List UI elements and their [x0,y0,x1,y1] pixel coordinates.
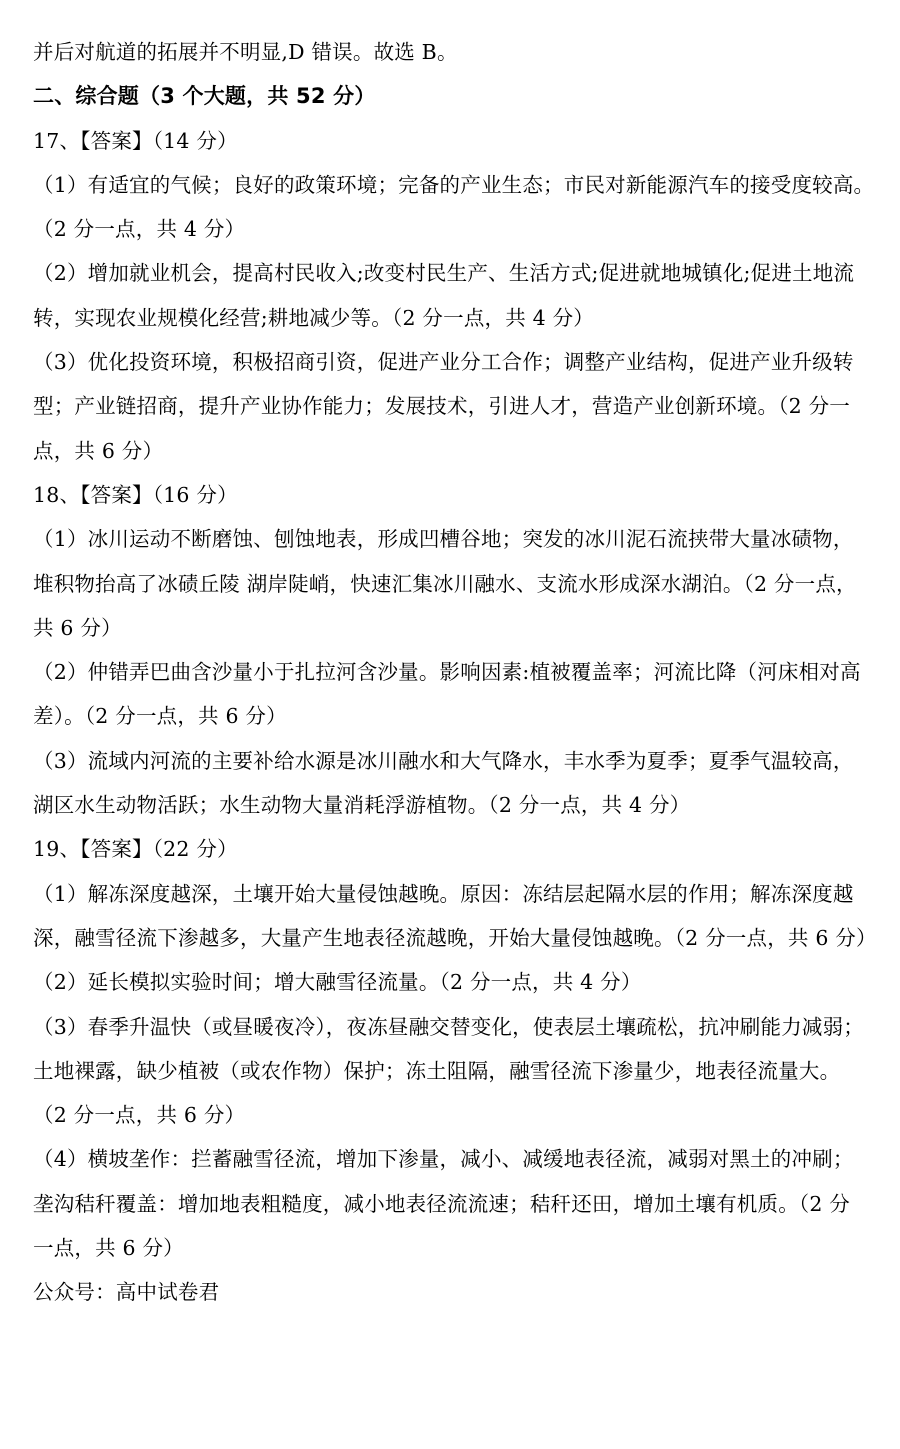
question-19-header: 19、【答案】（22 分） [33,837,238,862]
text-line: 垄沟秸秆覆盖：增加地表粗糙度，减小地表径流流速；秸秆还田，增加土壤有机质。（2 分 [33,1191,851,1216]
text-line: 共 6 分） [33,615,122,640]
question-17-header: 17、【答案】（14 分） [33,128,238,153]
text-line: （1）有适宜的气候；良好的政策环境；完备的产业生态；市民对新能源汽车的接受度较高。 [33,172,875,197]
section-title: 二、综合题（3 个大题，共 52 分） [33,84,376,109]
text-line: （2 分一点，共 6 分） [33,1103,246,1128]
text-line: （2 分一点，共 4 分） [33,217,246,242]
text-line: 转，实现农业规模化经营;耕地减少等。（2 分一点，共 4 分） [33,305,594,330]
text-line: （3）优化投资环境，积极招商引资，促进产业分工合作；调整产业结构，促进产业升级转 [33,350,854,375]
footer-source-note: 公众号：高中试卷君 [33,1280,220,1305]
text-line: 一点，共 6 分） [33,1236,184,1261]
text-line: 型；产业链招商，提升产业协作能力；发展技术，引进人才，营造产业创新环境。（2 分一 [33,394,851,419]
text-line: 差）。（2 分一点，共 6 分） [33,704,287,729]
text-line: （4）横坡垄作：拦蓄融雪径流，增加下渗量，减小、减缓地表径流，减弱对黑土的冲刷； [33,1147,854,1172]
answer-page [33,30,885,1315]
text-line: 堆积物抬高了冰碛丘陵 湖岸陡峭，快速汇集冰川融水、支流水形成深水湖泊。（2 分一点， [33,571,857,596]
text-line: （2）延长模拟实验时间；增大融雪径流量。（2 分一点，共 4 分） [33,970,642,995]
text-line: 湖区水生动物活跃；水生动物大量消耗浮游植物。（2 分一点，共 4 分） [33,793,691,818]
text-line: （3）流域内河流的主要补给水源是冰川融水和大气降水，丰水季为夏季；夏季气温较高， [33,748,854,773]
text-line: 点，共 6 分） [33,438,164,463]
text-line: （2）增加就业机会，提高村民收入;改变村民生产、生活方式;促进就地城镇化;促进土地流 [33,261,855,286]
text-line: （3）春季升温快（或昼暖夜冷），夜冻昼融交替变化，使表层土壤疏松，抗冲刷能力减弱； [33,1014,864,1039]
text-line: （2）仲错弄巴曲含沙量小于扎拉河含沙量。影响因素:植被覆盖率；河流比降（河床相对高 [33,660,861,685]
text-line: 深，融雪径流下渗越多，大量产生地表径流越晚，开始大量侵蚀越晚。（2 分一点，共 6 分） [33,925,877,950]
text-line: （1）冰川运动不断磨蚀、刨蚀地表，形成凹槽谷地；突发的冰川泥石流挟带大量冰碛物， [33,527,854,552]
text-line: （1）解冻深度越深，土壤开始大量侵蚀越晚。原因：冻结层起隔水层的作用；解冻深度越 [33,881,854,906]
text-line: 并后对航道的拓展并不明显,D 错误。故选 B。 [33,40,458,64]
text-line: 土地裸露，缺少植被（或农作物）保护；冻土阻隔，融雪径流下渗量少，地表径流量大。 [33,1058,841,1083]
question-18-header: 18、【答案】（16 分） [33,482,238,507]
